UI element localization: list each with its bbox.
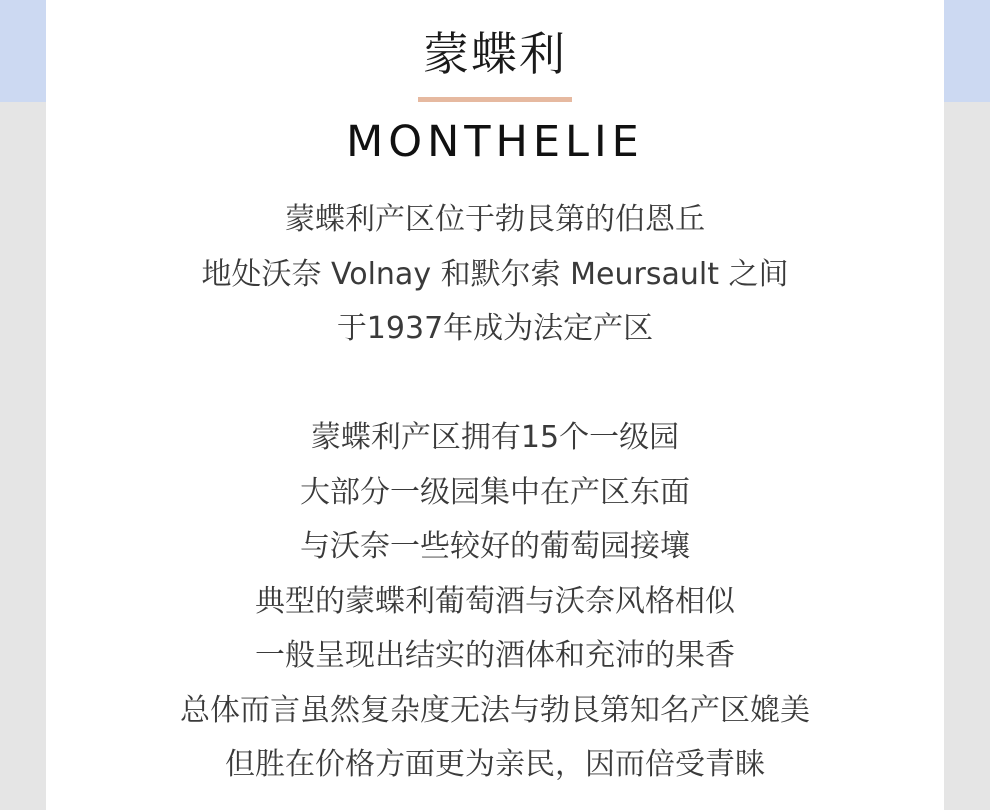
paragraph-line: 于1937年成为法定产区 (336, 311, 654, 346)
paragraph-line: 典型的蒙蝶利葡萄酒与沃奈风格相似 (255, 583, 735, 619)
paragraph-line: 蒙蝶利产区拥有15个一级园 (310, 420, 680, 455)
paragraph-line: 大部分一级园集中在产区东面 (300, 474, 690, 510)
right-side-band (944, 0, 990, 102)
paragraph-line: 但胜在价格方面更为亲民，因而倍受青睐 (225, 747, 765, 782)
page-title: 蒙蝶利 (423, 27, 567, 81)
paragraph-line: 与沃奈一些较好的葡萄园接壤 (300, 529, 690, 564)
detail-paragraph (46, 411, 944, 793)
left-side-band (0, 0, 46, 102)
intro-paragraph (46, 193, 944, 357)
page-subtitle: MONTHELIE (346, 117, 644, 167)
title-underline (418, 97, 572, 102)
paragraph-line: 总体而言虽然复杂度无法与勃艮第知名产区媲美 (180, 692, 810, 728)
paragraph-line: 一般呈现出结实的酒体和充沛的果香 (255, 638, 735, 673)
paragraph-line: 蒙蝶利产区位于勃艮第的伯恩丘 (285, 202, 705, 237)
content-card (46, 0, 944, 810)
paragraph-line: 地处沃奈 Volnay 和默尔索 Meursault 之间 (201, 256, 789, 292)
